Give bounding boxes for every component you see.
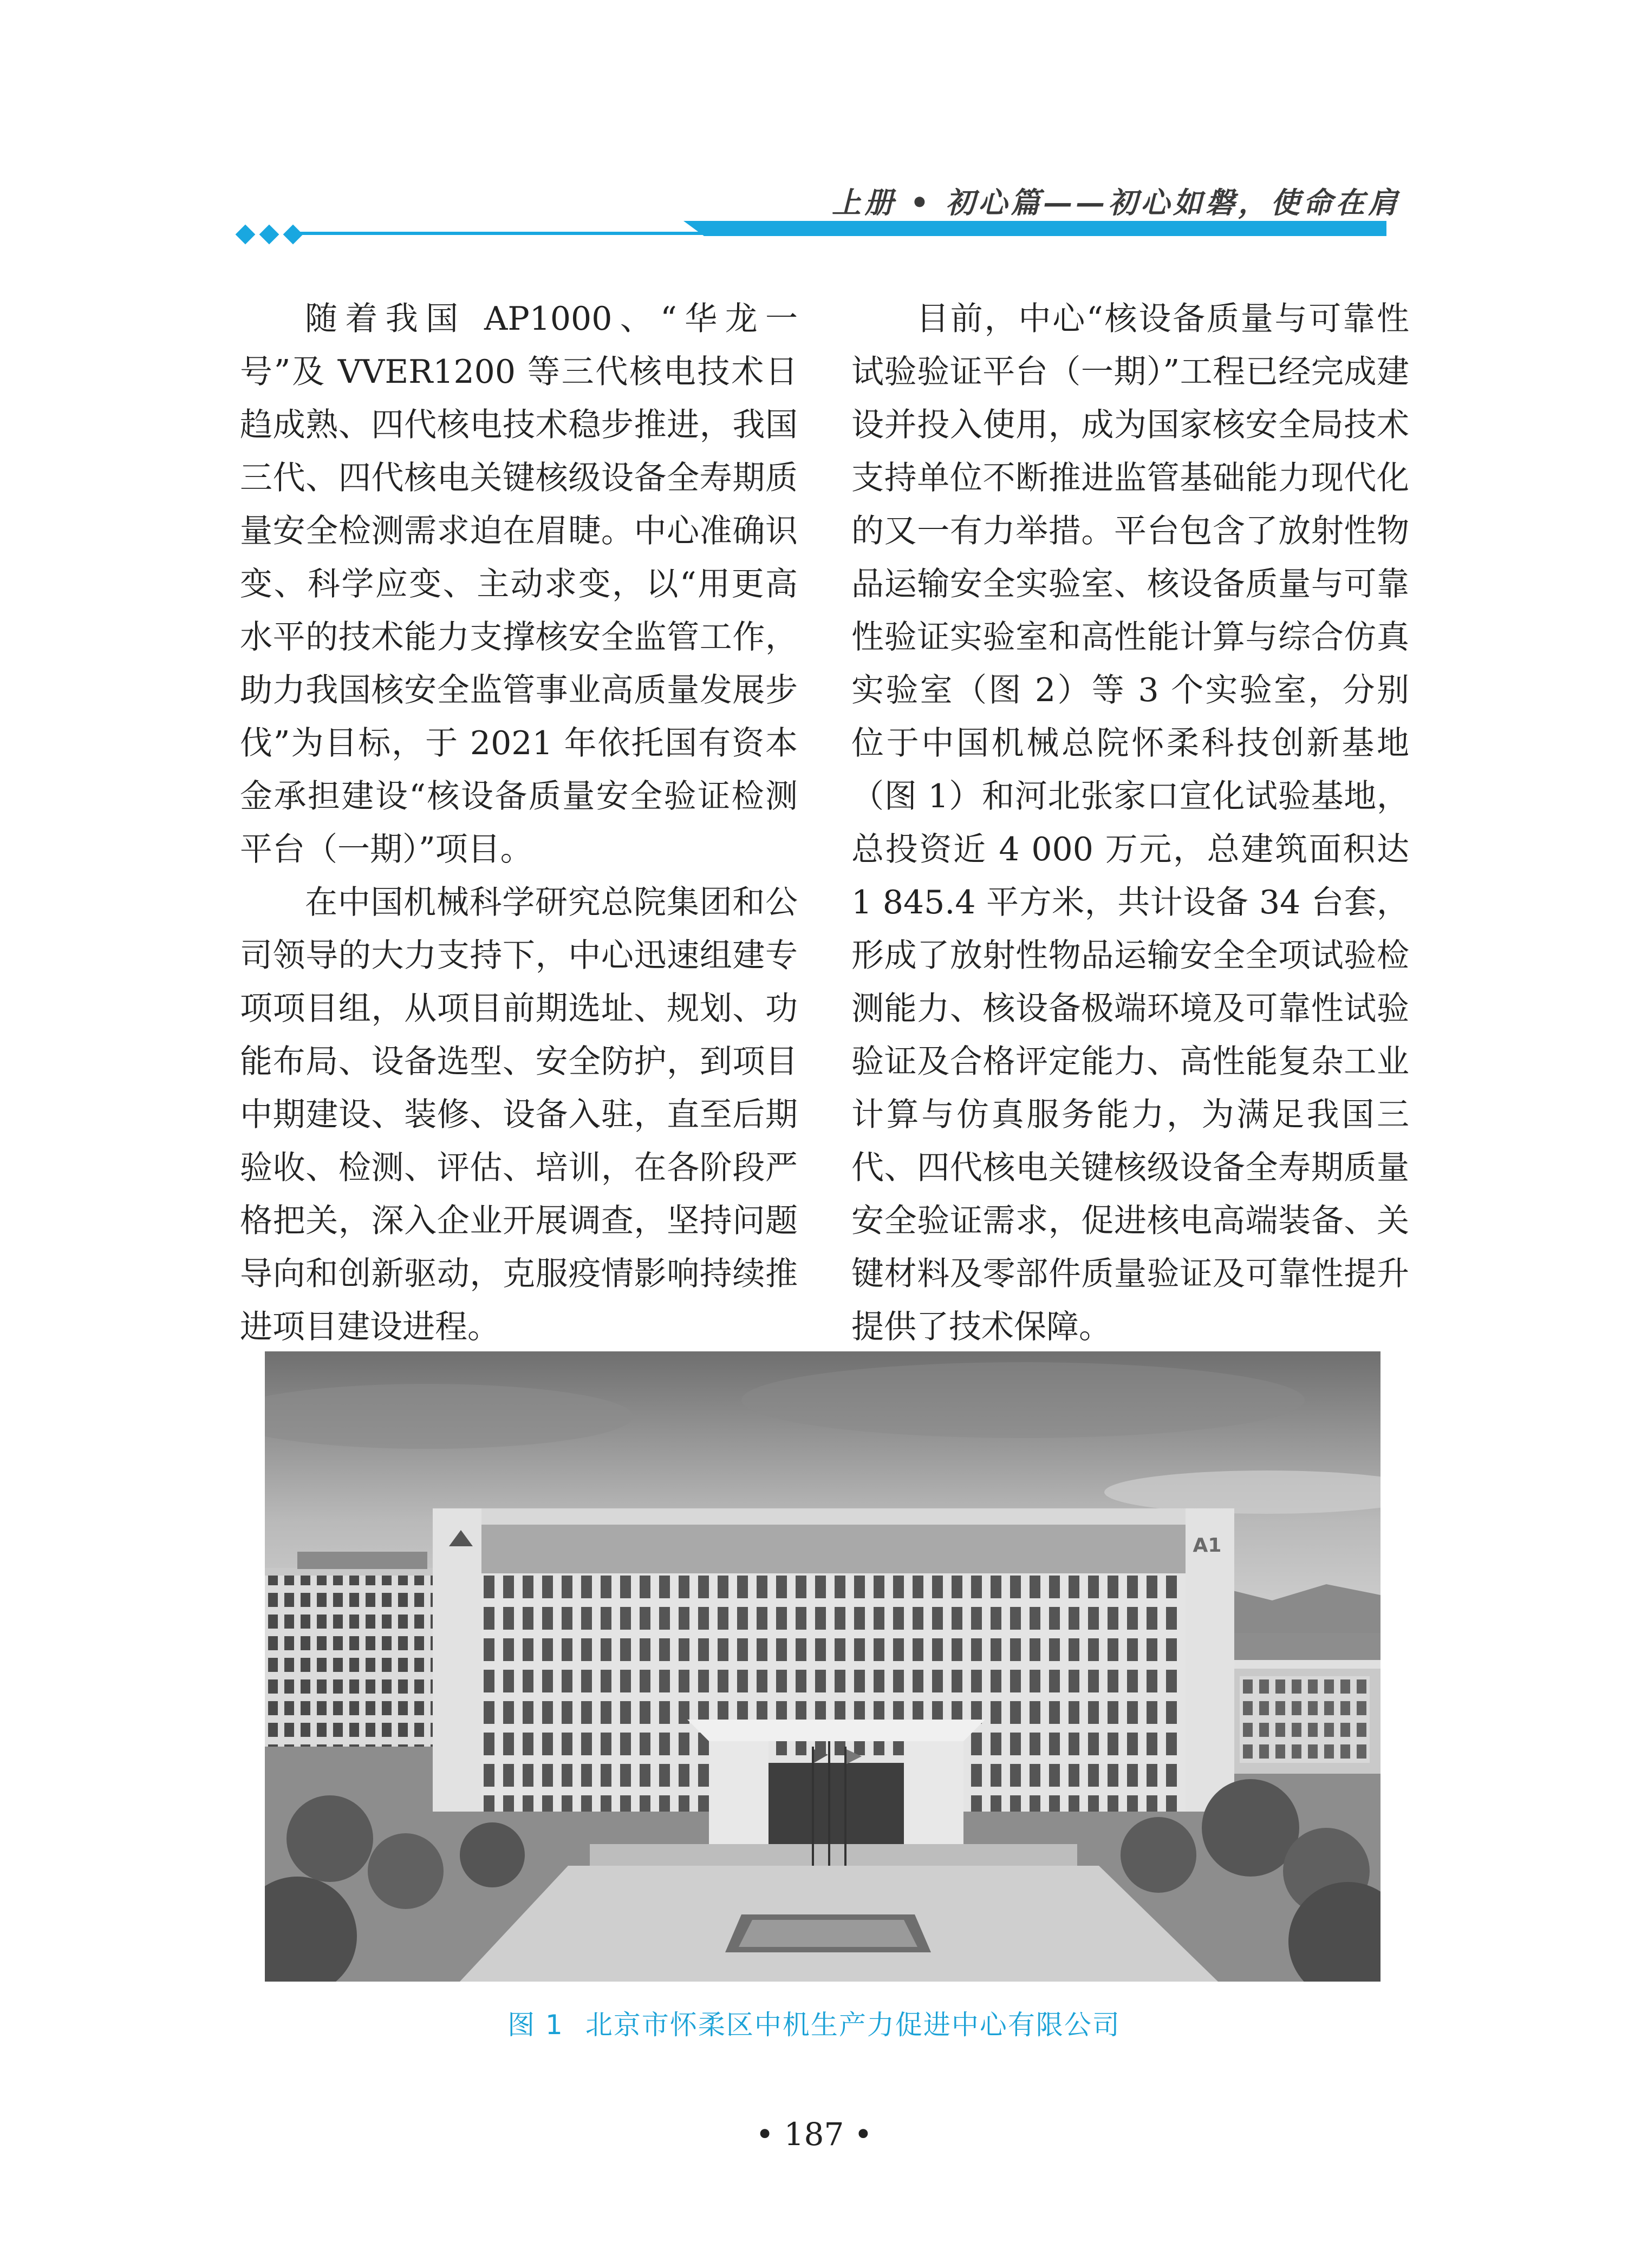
paragraph: 目前，中心“核设备质量与可靠性试验验证平台（一期）”工程已经完成建设并投入使用，成为国家核安全局技术支持单位不断推进监管基础能力现代化的又一有力举措。平台包含了放射性物品运输安全实验室、核设备质量与可靠性验证实验室和高性能计算与综合仿真实验室（图 2）等 3 个实验室，分别位于中国机械总院怀柔科技创新基地（图 1）和河北张家口宣化试验基地，总投资近 4 000 万元，总建筑面积达 1 845.4 平方米，共计设备 34 台套，形成了放射性物品运输安全全项试验检测能力、核设备极端环境及可靠性试验验证及合格评定能力、高性能复杂工业计算与仿真服务能力，为满足我国三代、四代核电关键核级设备全寿期质量安全验证需求，促进核电高端装备、关键材料及零部件质量验证及可靠性提升提供了技术保障。 (851, 300, 1409, 1346)
figure-photo (265, 1351, 1380, 1982)
building-sign: A1 (1193, 1534, 1222, 1557)
figure-caption (0, 2003, 1628, 2042)
diamond-icon (236, 225, 256, 245)
diamond-icon (259, 225, 279, 245)
left-column (240, 292, 798, 1354)
page-number: • 187 • (756, 2116, 872, 2153)
paragraph: 在中国机械科学研究总院集团和公司领导的大力支持下，中心迅速组建专项项目组，从项目前期选址、规划、功能布局、设备选型、安全防护，到项目中期建设、装修、设备入驻，直至后期验收、检测、评估、培训，在各阶段严格把关，深入企业开展调查，坚持问题导向和创新驱动，克服疫情影响持续推进项目建设进程。 (240, 884, 798, 1346)
caption-text: 北京市怀柔区中机生产力促进中心有限公司 (585, 2009, 1121, 2041)
paragraph: 随着我国 AP1000、“华龙一号”及 VVER1200 等三代核电技术日趋成熟、四代核电技术稳步推进，我国三代、四代核电关键核级设备全寿期质量安全检测需求迫在眉睫。中心准确识变、科学应变、主动求变，以“用更高水平的技术能力支撑核安全监管工作，助力我国核安全监管事业高质量发展步伐”为目标，于 2021 年依托国有资本金承担建设“核设备质量安全验证检测平台（一期）”项目。 (240, 300, 798, 868)
running-head: 上册 • 初心篇——初心如磐，使命在肩 (831, 185, 1401, 220)
caption-label: 图 1 (507, 2009, 564, 2041)
right-column (851, 292, 1409, 1354)
building-illustration (265, 1351, 1380, 1982)
diamond-icon (283, 225, 303, 245)
